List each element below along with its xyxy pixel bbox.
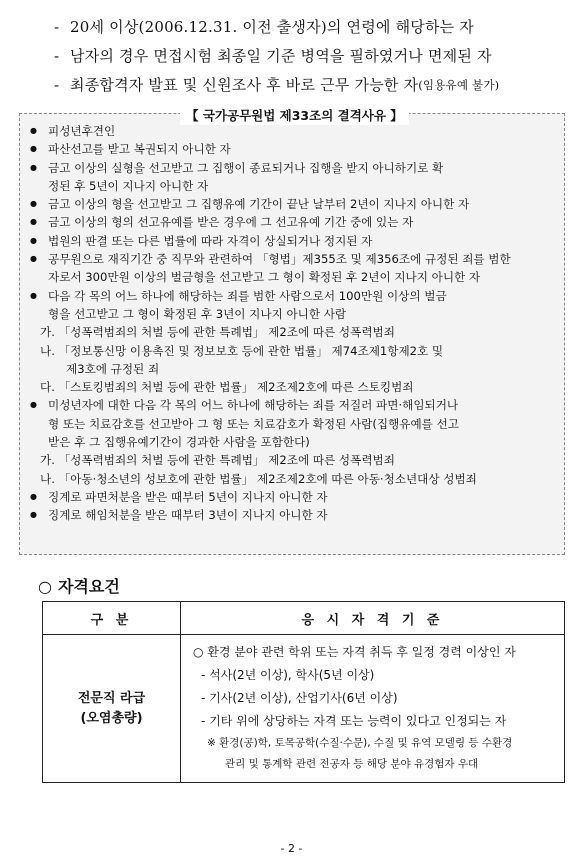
disqualification-title: 【 국가공무원법 제33조의 결격사유 】 bbox=[180, 107, 409, 125]
criterion-sub-item: - 석사(2년 이상), 학사(5년 이상) bbox=[201, 668, 375, 682]
criterion-sub-item: - 기타 위에 상당하는 자격 또는 능력이 있다고 인정되는 자 bbox=[201, 714, 507, 728]
position-sublabel: (오염총량) bbox=[80, 710, 143, 726]
header-category: 구 분 bbox=[43, 602, 181, 635]
list-item-text: 최종합격자 발표 및 신원조사 후 바로 근무 가능한 자 bbox=[70, 76, 419, 94]
bullet-item: ● 파산선고를 받고 복권되지 아니한 자 bbox=[20, 140, 564, 158]
bullet-item: ● 다음 각 목의 어느 하나에 해당하는 죄를 범한 사람으로서 100만원 이상의 벌금 bbox=[20, 287, 564, 305]
list-item-text: 20세 이상(2006.12.31. 이전 출생자)의 연령에 해당하는 자 bbox=[70, 18, 474, 36]
criterion-sub-item: - 기사(2년 이상), 산업기사(6년 이상) bbox=[201, 691, 398, 705]
main-criterion: ○ 환경 분야 관련 학위 또는 자격 취득 후 일정 경력 이상인 자 bbox=[193, 645, 516, 659]
preference-note: ※ 환경(공)학, 토목공학(수질·수문), 수질 및 유역 모델링 등 수환경 bbox=[207, 737, 513, 749]
bullet-item: ● 금고 이상의 형의 선고유예를 받은 경우에 그 선고유예 기간 중에 있는 자 bbox=[20, 213, 564, 231]
circle-icon: ○ bbox=[38, 577, 52, 596]
bullet-item-cont: 제3호에 규정된 죄 bbox=[66, 361, 160, 376]
bullet-item-cont: 형 또는 치료감호를 선고받아 그 형 또는 치료감호가 확정된 사람(집행유예를 선고 bbox=[48, 416, 459, 431]
bullet-item-cont: 가. 「성폭력범죄의 처벌 등에 관한 특례법」 제2조에 따른 성폭력범죄 bbox=[40, 325, 395, 340]
bullet-item: ● 금고 이상의 형을 선고받고 그 집행유예 기간이 끝난 날부터 2년이 지나지 아니한 자 bbox=[20, 195, 564, 213]
bullet-item: ● 법원의 판결 또는 다른 법률에 따라 자격이 상실되거나 정지된 자 bbox=[20, 232, 564, 250]
bullet-item-cont: 정된 후 5년이 지나지 아니한 자 bbox=[48, 178, 209, 193]
position-label: 전문직 라급 bbox=[77, 690, 146, 706]
bullet-item: ● 징계로 해임처분을 받은 때부터 3년이 지나지 아니한 자 bbox=[20, 506, 564, 524]
section-title: ○ 자격요건 bbox=[38, 577, 120, 596]
page-number: - 2 - bbox=[280, 842, 303, 855]
list-item: - 20세 이상(2006.12.31. 이전 출생자)의 연령에 해당하는 자 bbox=[54, 17, 474, 36]
table-header-row bbox=[43, 602, 565, 635]
preference-note-cont: 관리 및 통계학 관련 전공자 등 해당 분야 유경험자 우대 bbox=[225, 758, 479, 770]
bullet-item: ● 공무원으로 재직기간 중 직무와 관련하여 「형법」제355조 및 제356조에 규정된 죄를 범한 bbox=[20, 250, 564, 268]
list-item-text: 남자의 경우 면접시험 최종일 기준 병역을 필하였거나 면제된 자 bbox=[70, 47, 492, 65]
disqualification-lines bbox=[20, 122, 564, 525]
position-cell bbox=[43, 635, 181, 783]
bullet-item-cont: 받은 후 그 집행유예기간이 경과한 사람을 포함한다) bbox=[48, 435, 310, 450]
bullet-item: ● 징계로 파면처분을 받은 때부터 5년이 지나지 아니한 자 bbox=[20, 488, 564, 506]
header-criteria: 응 시 자 격 기 준 bbox=[181, 602, 565, 635]
bullet-item: ● 금고 이상의 실형을 선고받고 그 집행이 종료되거나 집행을 받지 아니하기로 확 bbox=[20, 159, 564, 177]
qualification-table bbox=[42, 601, 565, 783]
list-item: - 최종합격자 발표 및 신원조사 후 바로 근무 가능한 자 (임용유예 불가) bbox=[54, 75, 500, 94]
list-item: - 남자의 경우 면접시험 최종일 기준 병역을 필하였거나 면제된 자 bbox=[54, 46, 492, 65]
bullet-item-cont: 나. 「정보통신망 이용촉진 및 정보보호 등에 관한 법률」 제74조제1항제2호 및 bbox=[40, 343, 444, 358]
bullet-item: ● 피성년후견인 bbox=[20, 122, 564, 140]
eligibility-list bbox=[54, 12, 569, 99]
table-row bbox=[43, 635, 565, 783]
bullet-item: ● 미성년자에 대한 다음 각 목의 어느 하나에 해당하는 죄를 저질러 파면·해임되거나 bbox=[20, 396, 564, 414]
criteria-cell bbox=[181, 635, 565, 783]
bullet-item-cont: 가. 「성폭력범죄의 처벌 등에 관한 특례법」 제2조에 따른 성폭력범죄 bbox=[40, 453, 395, 468]
bullet-item-cont: 자로서 300만원 이상의 벌금형을 선고받고 그 형이 확정된 후 2년이 지나지 아니한 자 bbox=[48, 270, 481, 285]
bullet-item-cont: 다. 「스토킹범죄의 처벌 등에 관한 법률」 제2조제2호에 따른 스토킹범죄 bbox=[40, 380, 414, 395]
bullet-item-cont: 나. 「아동·청소년의 성보호에 관한 법률」 제2조제2호에 따른 아동·청소년대상 성범죄 bbox=[40, 471, 477, 486]
list-item-note: (임용유예 불가) bbox=[418, 77, 500, 92]
bullet-item-cont: 형을 선고받고 그 형이 확정된 후 3년이 지나지 아니한 사람 bbox=[48, 306, 347, 321]
disqualification-box bbox=[19, 108, 565, 555]
